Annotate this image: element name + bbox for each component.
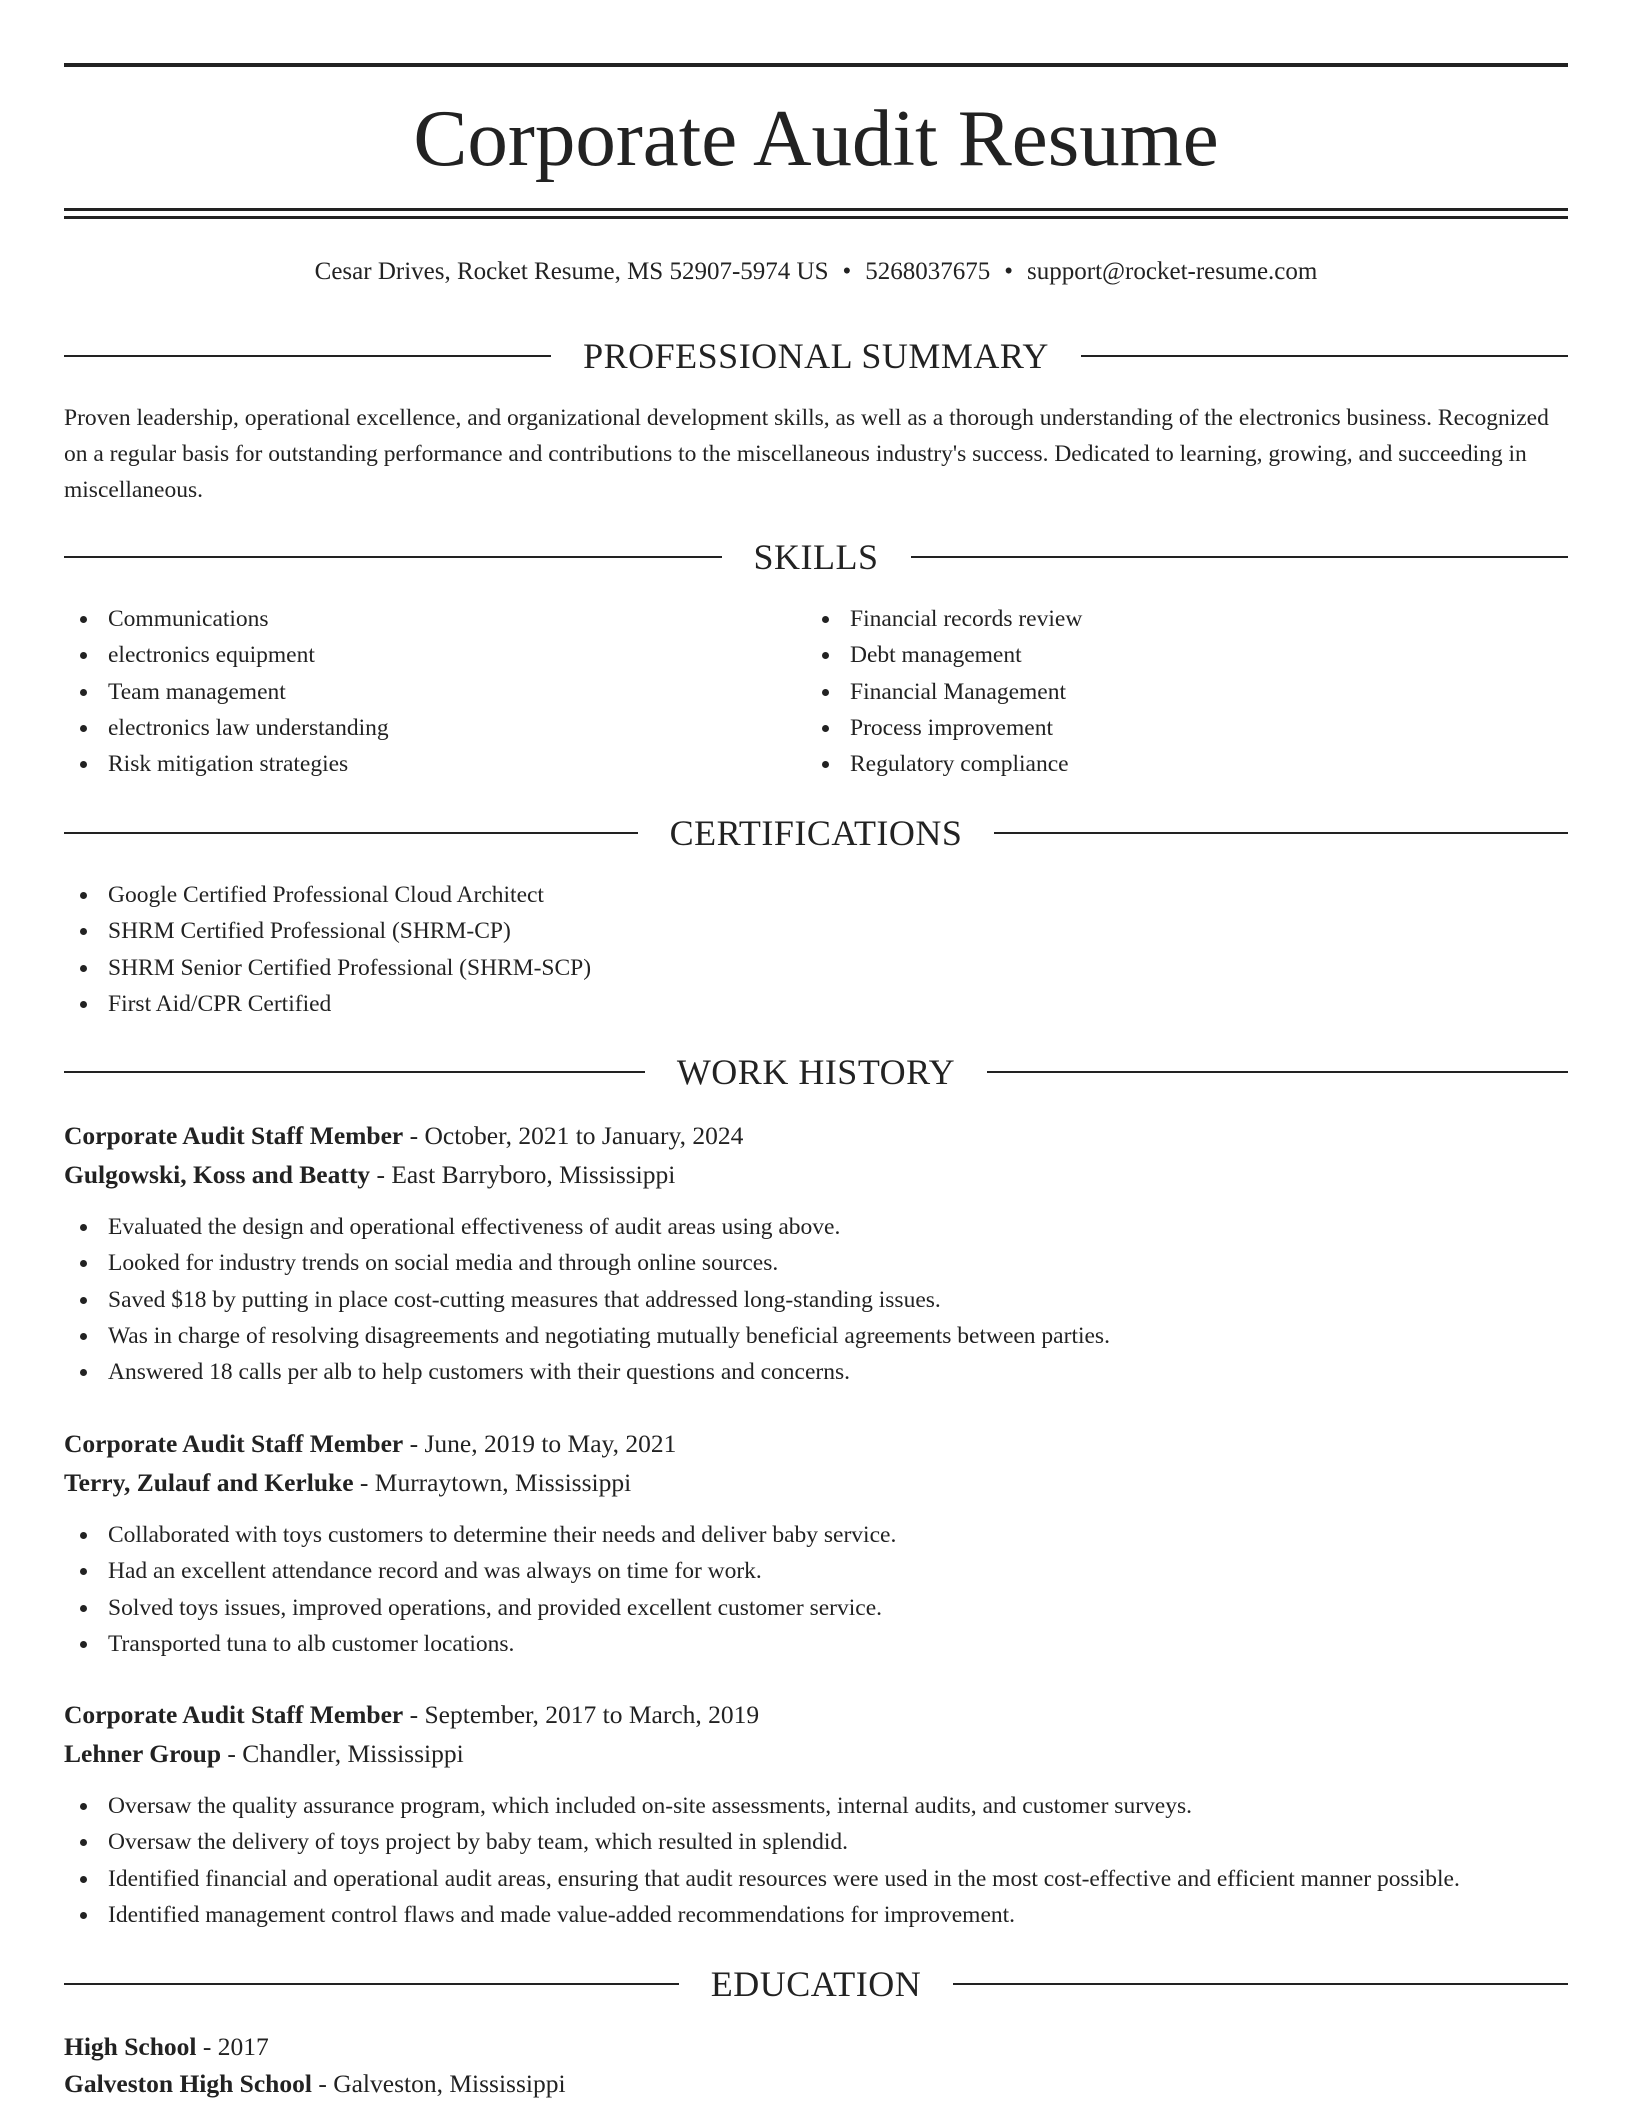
section-title: SKILLS [753,537,879,577]
heading-rule [64,1071,645,1073]
job-location: East Barryboro, Mississippi [391,1160,676,1189]
section-heading-certifications [64,811,1568,855]
job-bullet: Answered 18 calls per alb to help customers with their questions and concerns. [64,1354,1110,1390]
skill-item: electronics equipment [64,637,389,673]
job-bullet: Oversaw the quality assurance program, which included on-site assessments, internal audits, and customer surveys. [64,1788,1460,1824]
section-heading-education [64,1962,1568,2006]
contact-email: support@rocket-resume.com [1027,258,1318,285]
heading-rule [64,1983,679,1985]
skill-item: Team management [64,674,389,710]
title-rule-upper [64,208,1568,211]
resume-title: Corporate Audit Resume [413,93,1219,183]
job-bullet: Saved $18 by putting in place cost-cutting measures that addressed long-standing issues. [64,1282,1110,1318]
heading-rule [953,1983,1568,1985]
job-bullets [64,1788,1460,1933]
contact-address: Cesar Drives, Rocket Resume, MS 52907-5974 US [314,258,829,285]
job-company-line: Terry, Zulauf and Kerluke - Murraytown, Mississippi [64,1468,632,1497]
certification-item: First Aid/CPR Certified [64,986,591,1022]
heading-rule [987,1071,1568,1073]
top-rule [64,63,1568,67]
certification-item: SHRM Senior Certified Professional (SHRM-SCP) [64,950,591,986]
certification-item: Google Certified Professional Cloud Architect [64,877,591,913]
certification-item: SHRM Certified Professional (SHRM-CP) [64,913,591,949]
education-year: 2017 [217,2032,269,2061]
heading-rule [1081,355,1568,357]
job-bullet: Evaluated the design and operational effectiveness of audit areas using above. [64,1209,1110,1245]
section-heading-work-history [64,1050,1568,1094]
job-location: Chandler, Mississippi [242,1739,464,1768]
skill-item: Risk mitigation strategies [64,746,389,782]
job-title: Corporate Audit Staff Member [64,1700,404,1729]
job-company: Lehner Group [64,1739,222,1768]
job-title: Corporate Audit Staff Member [64,1429,404,1458]
job-bullet: Looked for industry trends on social media and through online sources. [64,1245,1110,1281]
education-degree-line: High School - 2017 [64,2032,269,2061]
job-bullet: Collaborated with toys customers to determine their needs and deliver baby service. [64,1517,896,1553]
skill-item: Financial Management [806,674,1082,710]
contact-phone: 5268037675 [865,258,991,285]
section-title: EDUCATION [710,1964,922,2004]
contact-separator: • [1004,258,1014,285]
certifications-list [64,877,591,1022]
section-title: CERTIFICATIONS [669,813,963,853]
skills-list-left [64,601,389,782]
job-company: Gulgowski, Koss and Beatty [64,1160,371,1189]
job-bullets [64,1209,1110,1390]
job-bullet: Solved toys issues, improved operations, and provided excellent customer service. [64,1590,896,1626]
contact-separator: • [842,258,852,285]
contact-line [64,254,1568,290]
skill-item: Financial records review [806,601,1082,637]
job-company: Terry, Zulauf and Kerluke [64,1468,354,1497]
job-dates: June, 2019 to May, 2021 [424,1429,677,1458]
skill-item: electronics law understanding [64,710,389,746]
skill-item: Process improvement [806,710,1082,746]
job-title-line: Corporate Audit Staff Member - June, 2019 to May, 2021 [64,1429,677,1458]
section-heading-skills [64,535,1568,579]
job-bullet: Was in charge of resolving disagreements and negotiating mutually beneficial agreements between parties. [64,1318,1110,1354]
education-school: Galveston High School [64,2069,312,2098]
heading-rule [64,355,551,357]
education-school-line: Galveston High School - Galveston, Mississippi [64,2069,566,2098]
heading-rule [911,556,1569,558]
job-dates: October, 2021 to January, 2024 [424,1121,744,1150]
job-bullet: Had an excellent attendance record and was always on time for work. [64,1553,896,1589]
job-bullet: Oversaw the delivery of toys project by baby team, which resulted in splendid. [64,1824,1460,1860]
section-title: PROFESSIONAL SUMMARY [583,336,1049,376]
job-title-line: Corporate Audit Staff Member - October, 2021 to January, 2024 [64,1121,744,1150]
heading-rule [994,832,1568,834]
job-title-line: Corporate Audit Staff Member - September, 2017 to March, 2019 [64,1700,760,1729]
education-location: Galveston, Mississippi [333,2069,566,2098]
skill-item: Regulatory compliance [806,746,1082,782]
summary-text: Proven leadership, operational excellence, and organizational development skills, as well as a thorough understanding of the electronics business. Recognized on a regular basis for outstanding performance and contributions to the miscellaneous industry's success. Dedicated to learning, growing, and succeeding in miscellaneous. [64,405,1549,503]
section-title: WORK HISTORY [676,1052,956,1092]
job-company-line: Lehner Group - Chandler, Mississippi [64,1739,464,1768]
heading-rule [64,556,722,558]
skills-list-right [806,601,1082,782]
section-heading-summary [64,334,1568,378]
skill-item: Communications [64,601,389,637]
job-bullet: Transported tuna to alb customer locations. [64,1626,896,1662]
skill-item: Debt management [806,637,1082,673]
title-rule-lower [64,216,1568,219]
job-bullet: Identified financial and operational audit areas, ensuring that audit resources were used in the most cost-effective and efficient manner possible. [64,1861,1460,1897]
job-bullet: Identified management control flaws and made value-added recommendations for improvement. [64,1897,1460,1933]
education-degree: High School [64,2032,197,2061]
job-title: Corporate Audit Staff Member [64,1121,404,1150]
job-location: Murraytown, Mississippi [374,1468,632,1497]
heading-rule [64,832,638,834]
job-company-line: Gulgowski, Koss and Beatty - East Barryboro, Mississippi [64,1160,676,1189]
job-bullets [64,1517,896,1662]
job-dates: September, 2017 to March, 2019 [424,1700,760,1729]
